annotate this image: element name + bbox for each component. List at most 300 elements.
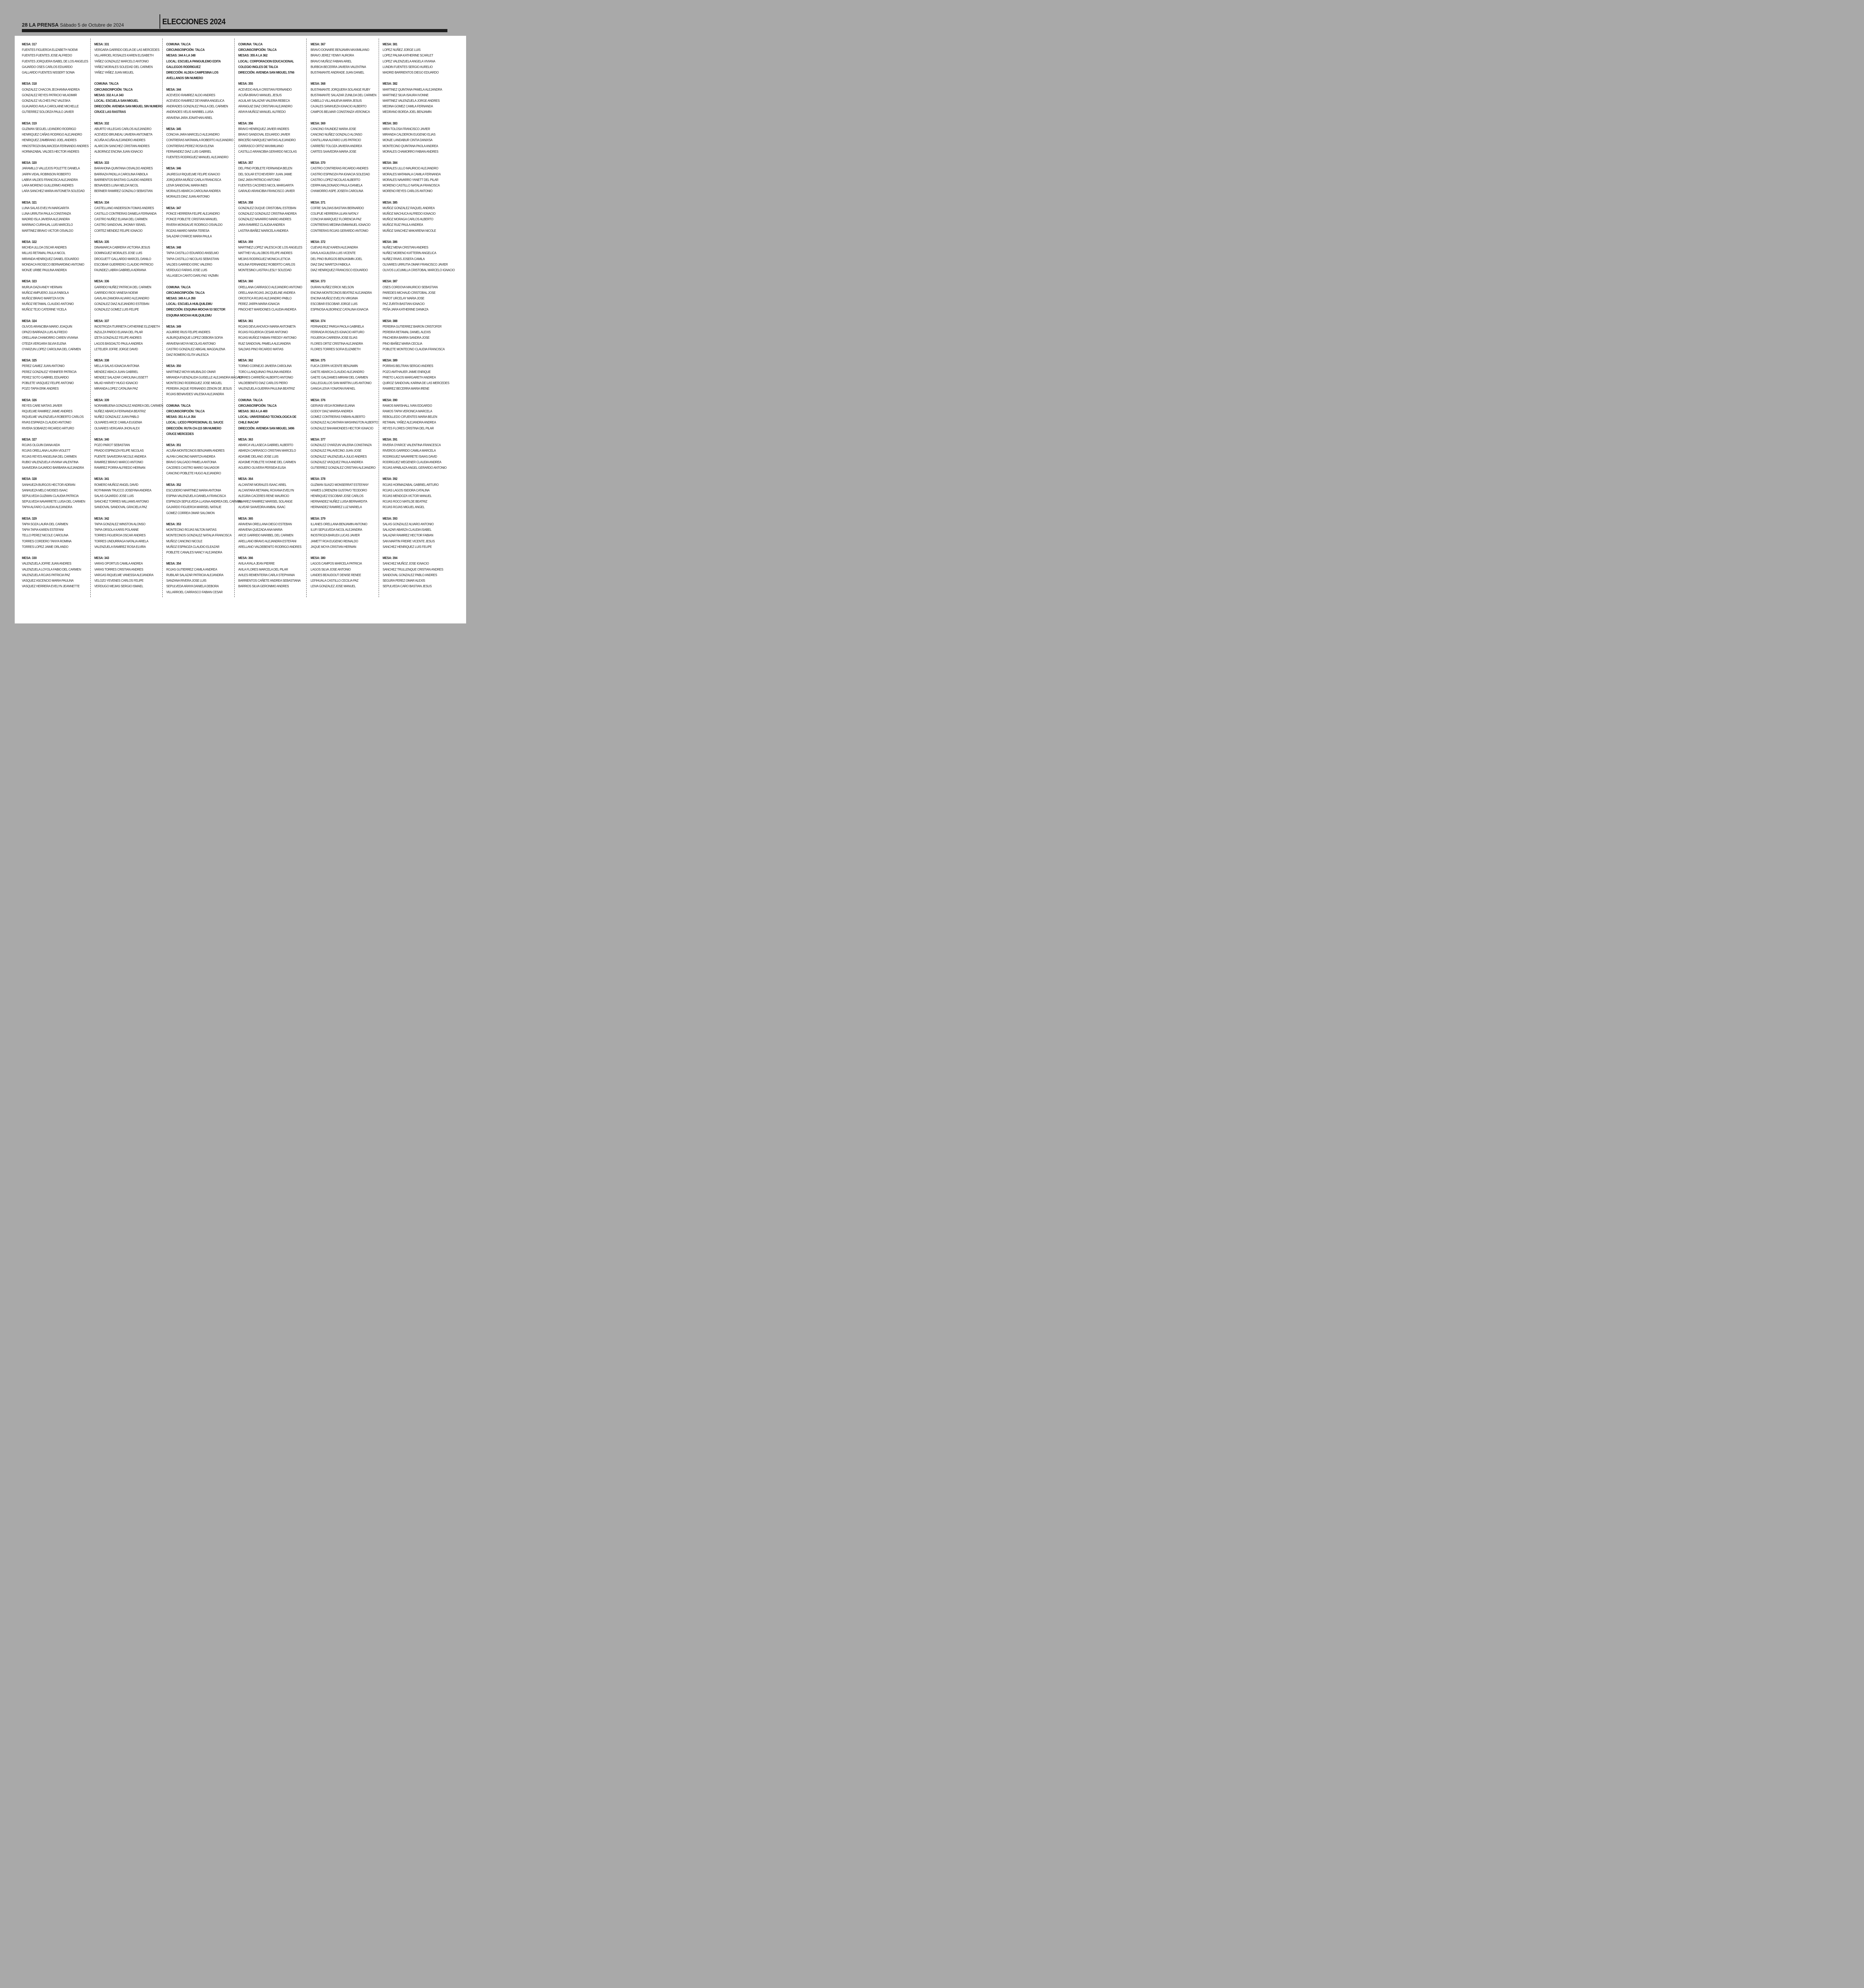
mesa-label: MESA: 330 (22, 556, 37, 560)
member-name: MOLINA FERNANDEZ ROBERTO CARLOS (238, 262, 295, 266)
member-name: MARINAO CURIHUAL LUIS MARCELO (22, 223, 73, 227)
polling-place-line: COMUNA: TALCA (238, 42, 263, 46)
member-name: GONZALEZ GONZALEZ CRISTINA ANDREA (238, 212, 297, 216)
mesa-block (383, 516, 451, 549)
member-name: SANDOVAL GONZALEZ PABLO ANDRES (383, 573, 437, 577)
member-name: MENDEZ SALAZAR CAROLINA LISSETT (94, 375, 148, 379)
member-name: GONZALEZ REYES PATRICIO WLADIMIR (22, 93, 77, 97)
member-name: VILLARROEL CARRASCO FABIAN CESAR (166, 590, 223, 594)
member-name: TAPIA SOZA LAURA DEL CARMEN (22, 522, 68, 526)
member-name: ABARZA CARRASCO CRISTIAN MARCELO (238, 448, 296, 453)
member-name: JORQUERA MUÑOZ CARLA FRANCISCA (166, 177, 221, 182)
member-name: GALLARDO FUENTES NISSERT SONIA (22, 70, 75, 75)
mesa-label: MESA: 341 (94, 477, 109, 481)
member-name: RAMIREZ BECERRA MARIA IRENE (383, 386, 430, 391)
mesa-label: MESA: 379 (311, 516, 326, 520)
mesa-label: MESA: 350 (166, 364, 181, 368)
mesa-block (94, 516, 163, 549)
mesa-label: MESA: 338 (94, 358, 109, 363)
mesa-block (383, 239, 455, 273)
member-name: RUBIO VALENZUELA VIVIANA VALENTINA (22, 460, 79, 464)
member-name: OROSTICA ROJAS ALEJANDRO PABLO (238, 296, 292, 301)
member-name: GUZMAN SEGUEL LEANDRO RODRIGO (22, 127, 76, 131)
mesa-block (94, 437, 163, 470)
polling-place-header (238, 41, 307, 75)
member-name: SANCHEZ MUÑOZ JOSE IGNACIO (383, 561, 429, 566)
mesa-block (383, 120, 451, 154)
mesa-label: MESA: 322 (22, 240, 37, 244)
mesa-block (311, 200, 379, 233)
member-name: CANCINO POBLETE HUGO ALEJANDRO (166, 471, 221, 476)
mesa-label: MESA: 323 (22, 279, 37, 283)
member-name: MENDEZ ABACA JUAN GABRIEL (94, 369, 138, 374)
member-name: MUÑOZ AMPUERO JULIA FABIOLA (22, 290, 69, 295)
member-name: VERGARA GARRIDO DELIA DE LAS MERCEDES (94, 48, 159, 52)
mesa-label: MESA: 327 (22, 437, 37, 442)
polling-place-line: COMUNA: TALCA (94, 82, 119, 86)
member-name: CONTRERAS PEREZ ROSA ELENA (166, 144, 214, 148)
member-name: CASTILLO CONTRERAS DANIELA FERNANDA (94, 212, 157, 216)
member-name: ALFAN CANCINO MARITZA ANDREA (166, 454, 216, 458)
member-name: MADRID ISLA JAVIERA ALEJANDRA (22, 217, 70, 221)
mesa-label: MESA: 339 (94, 398, 109, 402)
member-name: NORAMBUENA GONZALEZ ANDREA DEL CARMEN (94, 403, 163, 408)
member-name: MORALES LILLO MAURICIO ALEJANDRO (383, 166, 438, 171)
member-name: DIAZ HENRIQUEZ FRANCISCO EDUARDO (311, 268, 368, 272)
member-name: VARAS OPORTUS CAMILA ANDREA (94, 561, 143, 566)
member-name: MORALES ABARCA CAROLINA ANDREA (166, 189, 221, 193)
mesa-block (311, 318, 379, 352)
mesa-label: MESA: 353 (166, 522, 181, 526)
member-name: RETAMAL YAÑEZ ALEJANDRA ANDREA (383, 420, 436, 425)
mesa-label: MESA: 317 (22, 42, 37, 46)
member-name: POZO AMTHAUER JAIME ENRIQUE (383, 369, 431, 374)
member-name: PONCE HERRERA FELIPE ALEJANDRO (166, 212, 220, 216)
member-name: RIQUELME RAMIREZ JAIME ANDRES (22, 409, 73, 414)
member-name: LANDES BEAUDOUT DENISE RENEE (311, 573, 361, 577)
member-name: MONTECINO RODRIGUEZ JOSE MIGUEL (166, 381, 222, 385)
member-name: BURBOA BECERRA JAVIERA VALENTINA (311, 64, 366, 69)
mesa-block (238, 278, 307, 312)
member-name: CONTRERAS ROJAS GERARDO ANTONIO (311, 228, 368, 233)
member-name: INOSTROZA BARUDI LUCAS JAVIER (311, 533, 360, 538)
member-name: MARTINEZ VALENZUELA JORGE ANDRES (383, 99, 440, 103)
member-name: MONDACA RIOSECO BERNARDINO ANTONIO (22, 262, 84, 266)
member-name: HERNANDEZ RAMIREZ LUZ MARIELA (311, 505, 362, 509)
mesa-label: MESA: 337 (94, 318, 109, 323)
member-name: MONJE URIBE PAULINA ANDREA (22, 268, 67, 272)
member-name: MIRA TOLOSA FRANCISCO JAVIER (383, 127, 430, 131)
member-name: REYES FLORES CRISTINA DEL PILAR (383, 426, 434, 430)
member-name: ROMERO MUÑOZ ANGEL DAVID (94, 482, 138, 487)
page-number: 28 (22, 22, 28, 28)
mesa-label: MESA: 344 (166, 87, 181, 91)
member-name: MONTECINO QUINTANA PAOLA ANDREA (383, 144, 438, 148)
member-name: MORALES DIAZ JUAN ANTONIO (166, 194, 210, 199)
member-name: BRAVO MUÑOZ FABIAN ARIEL (311, 59, 352, 63)
member-name: ROJAS REYES ANGELINA DEL CARMEN (22, 454, 77, 458)
polling-place-line: CIRCUNSCRIPCIÓN: TALCA (94, 87, 133, 91)
mesa-label: MESA: 355 (238, 82, 253, 86)
polling-place-line: COMUNA: TALCA (166, 42, 191, 46)
polling-place-header (94, 81, 163, 115)
member-name: BUSTAMANTE JORQUERA SOLANGE RUBY (311, 87, 371, 91)
member-name: GONZALEZ OYARZUN VALERIA CONSTANZA (311, 443, 372, 447)
member-name: ANDRADES VELIS MARIBEL LUISA (166, 110, 214, 114)
member-name: VARGAS RIQUELME VANESSA ALEJANDRA (94, 573, 154, 577)
member-name: ACUÑA ACUÑA ALEJANDRO ANDRES (94, 138, 146, 142)
polling-place-line: ESQUINA MOCHA HUILQUILEMU (166, 313, 212, 317)
member-name: CUEVAS RUIZ KAREN ALEJANDRA (311, 245, 358, 250)
member-name: GONZALEZ NAVARRO MARIO ANDRES (238, 217, 292, 221)
mesa-label: MESA: 364 (238, 477, 253, 481)
mesa-block (311, 81, 379, 115)
mesa-block (94, 200, 163, 233)
mesa-label: MESA: 366 (238, 556, 253, 560)
mesa-label: MESA: 319 (22, 121, 37, 125)
member-name: COFRE SALDIAS BASTIAN BERNARDO (311, 206, 364, 210)
member-name: CANCINO FAUNDEZ MARIA JOSE (311, 127, 356, 131)
member-name: LOPEZ NUÑEZ JORGE LUIS (383, 48, 421, 52)
member-name: CAMPOS BELMAR CONSTANZA VERONICA (311, 110, 370, 114)
member-name: FUENTES FUENTES JOSE ALFREDO (22, 53, 72, 58)
mesa-block (311, 357, 379, 391)
mesa-block (383, 397, 451, 431)
member-name: RUBILAR SALAZAR PATRICIA ALEJANDRA (166, 573, 224, 577)
mesa-label: MESA: 376 (311, 398, 326, 402)
mesa-label: MESA: 333 (94, 161, 109, 165)
member-name: RIVERA MONSALVE RODRIGO OSVALDO (166, 223, 223, 227)
mesa-label: MESA: 392 (383, 477, 398, 481)
member-name: TAPIA TAPIA KAREN ESTEFANI (22, 528, 64, 532)
member-name: DEL PINO POBLETE FERNANDA BELEN (238, 166, 292, 171)
member-name: MORALES CHAMORRO FABIAN ANDRES (383, 149, 439, 153)
mesa-block (22, 476, 90, 510)
member-name: GAETE ABARCA CLAUDIO ALEJANDRO (311, 369, 364, 374)
member-name: MARTINEZ MOYA WILIBALDO OMAR (166, 369, 216, 374)
member-name: VARAS TORRES CRISTIAN ANDRES (94, 567, 144, 571)
member-name: HENRIQUEZ ZAMBRANO JOEL ANDRES (22, 138, 77, 142)
member-name: GANGA LEIVA YONATAN RAFAEL (311, 386, 356, 391)
member-name: SANCHEZ TORRES WILLIAMS ANTONIO (94, 499, 149, 504)
member-name: TAPIA ORSOLA KARIS POLANNE (94, 528, 139, 532)
mesa-block (383, 200, 451, 233)
mesa-block (383, 41, 451, 75)
member-name: PAREDES MICHAUD CRISTOBAL JOSE (383, 290, 436, 295)
mesa-label: MESA: 386 (383, 240, 398, 244)
member-name: GARRIDO RIOS VANESA NOEMI (94, 290, 138, 295)
mesa-label: MESA: 324 (22, 318, 37, 323)
member-name: RIQUELME VALENZUELA ROBERTO CARLOS (22, 415, 84, 419)
member-name: ORELLANA ROJAS JACQUELINE ANDREA (238, 290, 295, 295)
member-name: MUÑOZ MORAGA CARLOS ALBERTO (383, 217, 433, 221)
member-name: FUENTES CACERES NICOL MARGARITA (238, 183, 293, 188)
mesa-label: MESA: 382 (383, 82, 398, 86)
mesa-block (238, 357, 307, 391)
member-name: SALDIAS PINO RICARDO MATIAS (238, 347, 284, 351)
mesa-label: MESA: 361 (238, 318, 253, 323)
member-name: REBOLLEDO CIFUENTES MARIA BELEN (383, 415, 437, 419)
mesa-block (238, 160, 307, 194)
mesa-block (22, 41, 90, 75)
member-name: LARA MORENO GUILLERMO ANDRES (22, 183, 74, 188)
member-name: BRICEÑO MARQUEZ MATIAS ALEJANDRO (238, 138, 296, 142)
member-name: NUÑEZ MORENO KATTERIN ANGELICA (383, 251, 436, 255)
member-name: GERVASI VEGA ROMINA ELIANA (311, 403, 355, 408)
mesa-block (22, 239, 90, 273)
member-name: FLORES ORTIZ CRISTINA ALEJANDRA (311, 341, 363, 346)
mesa-label: MESA: 351 (166, 443, 181, 447)
member-name: INZULZA PARDO ELIANA DEL PILAR (94, 330, 143, 334)
polling-place-line: MESAS: 332 A LA 343 (94, 93, 124, 97)
mesa-block (166, 245, 235, 278)
member-name: CASTELLANO ANDERSON TOMAS ANDRES (94, 206, 154, 210)
member-name: ROJAS ROCO MATILDE BEATRIZ (383, 499, 428, 504)
member-name: DURAN NUÑEZ ERICK NELSON (311, 285, 354, 289)
member-name: NUÑEZ ABARCA FERNANDA BEATRIZ (94, 409, 146, 414)
member-name: VALENZUELA LOYOLA FABIO DEL CARMEN (22, 567, 81, 571)
member-name: ALARCON SANCHEZ CRISTIAN ANDRES (94, 144, 150, 148)
mesa-label: MESA: 388 (383, 318, 398, 323)
member-name: TORRES CORDERO TANYA ROMINA (22, 539, 72, 543)
member-name: LETELIER JOFRE JORGE DAVID (94, 347, 138, 351)
mesa-label: MESA: 334 (94, 200, 109, 204)
member-name: LEIVA SANDOVAL MARIA INES (166, 183, 207, 188)
member-name: LUNA URRUTIA PAULA CONSTANZA (22, 212, 71, 216)
member-name: ROJAS ROJAS MIGUEL ANGEL (383, 505, 425, 509)
member-name: ROJAS LAGOS ISIDORA CATALINA (383, 488, 430, 492)
member-name: MIRANDA CALDERON EUGENIO ELIAS (383, 132, 435, 137)
mesa-block (166, 324, 235, 357)
polling-place-line: CRUCE MERCEDES (166, 431, 194, 436)
polling-place-header (166, 41, 235, 81)
member-name: DROGUETT GALLARDO MARCEL DANILO (94, 256, 151, 261)
mesa-label: MESA: 384 (383, 161, 398, 165)
column-4 (238, 41, 307, 595)
mesa-label: MESA: 368 (311, 82, 326, 86)
member-name: ACUÑA BRAVO MANUEL JESUS (238, 93, 282, 97)
mesa-label: MESA: 331 (94, 42, 109, 46)
member-name: GUTIERREZ SOLORZA PAULO JAVIER (22, 110, 74, 114)
polling-place-line: CIRCUNSCRIPCIÓN: TALCA (166, 48, 205, 52)
column-divider (162, 39, 163, 597)
member-name: HENRIQUEZ ESCOBAR JOSE CARLOS (311, 494, 363, 498)
member-name: DEL PINO BURGOS BENJASMIN JOEL (311, 256, 362, 261)
member-name: GONZALEZ ALCANTARA WASHINGTON ALBERTO (311, 420, 378, 425)
mesa-block (166, 521, 235, 555)
mesa-label: MESA: 370 (311, 161, 326, 165)
mesa-block (22, 278, 90, 312)
member-name: AVILA AYALA JEAN PIERRE (238, 561, 275, 566)
member-name: GONZALEZ CHACON JEOHANNA ANDREA (22, 87, 80, 91)
member-name: VASQUEZ ASCENCIO MARIA PAULINA (22, 579, 74, 583)
member-name: ALEGRIA CACERES RENE MAURICIO (238, 494, 289, 498)
member-name: ARAVENA MOYA NICOLAS ANTONIO (166, 341, 216, 346)
mesa-block (94, 278, 163, 312)
mesa-label: MESA: 393 (383, 516, 398, 520)
member-name: MARTINEZ BRAVO VICTOR OSVALDO (22, 228, 74, 233)
member-name: MILLAS RETAMAL PAULA NICOL (22, 251, 66, 255)
member-name: GONZALEZ DUQUE CRISTOBAL ESTEBAN (238, 206, 296, 210)
polling-place-header (238, 397, 307, 431)
polling-place-line: CIRCUNSCRIPCIÓN: TALCA (166, 409, 205, 414)
mesa-block (383, 357, 451, 391)
member-name: IZETA GONZALEZ FELIPE ANDRES (94, 336, 142, 340)
mesa-label: MESA: 372 (311, 240, 326, 244)
mesa-block (311, 555, 379, 589)
mesa-block (383, 555, 451, 589)
mesa-label: MESA: 335 (94, 240, 109, 244)
member-name: BRAVO JEREZ YENNY AURORA (311, 53, 354, 58)
member-name: SEPULVEDA NAVARRETE LUISA DEL CARMEN (22, 499, 86, 504)
polling-place-line: CIRCUNSCRIPCIÓN: TALCA (166, 290, 205, 295)
member-name: ALVAREZ RAMIREZ MARISEL SOLANGE (238, 499, 293, 504)
member-name: BARAHONA QUINTANA OSVALDO ANDRES (94, 166, 153, 171)
mesa-block (166, 165, 235, 199)
member-name: ROJAS MUÑOZ FABIAN FREDDY ANTONIO (238, 336, 297, 340)
paper-name: LA PRENSA (29, 22, 59, 28)
member-name: SAAVEDRA GAJARDO BARBARA ALEJANDRA (22, 466, 84, 470)
member-name: RAMIREZ BRAVO MARCO ANTONIO (94, 460, 143, 464)
member-name: PINO IBAÑEZ MARIA CECILIA (383, 341, 422, 346)
column-6 (383, 41, 455, 595)
polling-place-line: LOCAL: LICEO PROFESIONAL EL SAUCE (166, 420, 224, 425)
member-name: BARRIENTOS BASTIAS CLAUDIO ANDRES (94, 177, 152, 182)
member-name: CARRASCO ORTIZ MAXIMILIANO (238, 144, 284, 148)
mesa-label: MESA: 345 (166, 127, 181, 131)
member-name: VERDUGO FARIAS JOSE LUIS (166, 268, 207, 272)
member-name: ARAYA MUÑOZ MANUEL ALFREDO (238, 110, 286, 114)
member-name: BARRIOS SILVA GERONIMO ANDRES (238, 584, 289, 588)
member-name: GONZALEZ PALAVECINO JUAN JOSE (311, 448, 362, 453)
member-name: OLIVARES ARCE CAMILA EUGENIA (94, 420, 142, 425)
mesa-label: MESA: 383 (383, 121, 398, 125)
member-name: MEDINA GOMEZ CAMILA FERNANDA (383, 104, 433, 109)
member-name: BRAVO SANDOVAL EDUARDO JAVIER (238, 132, 290, 137)
member-name: MADRID BARRIENTOS DIEGO EDUARDO (383, 70, 439, 75)
member-name: MATTHEI VILLALOBOS FELIPE ANDRES (238, 251, 292, 255)
mesa-label: MESA: 359 (238, 240, 253, 244)
column-divider (90, 39, 91, 597)
member-name: QUIROZ SANDOVAL KARINA DE LAS MERCEDES (383, 381, 449, 385)
member-name: ESPINOZA SEPULVEDA LLASNA ANDREA DEL CARMEN (166, 499, 242, 504)
member-name: DOMINGUEZ MORALES JOSE LUIS (94, 251, 142, 255)
member-name: ARELLANO BRAVO ALEJANDRA ESTEFANI (238, 539, 296, 543)
mesa-block (311, 160, 379, 194)
member-name: PEREZ GONZALEZ YENNIFER PATRICIA (22, 369, 77, 374)
member-name: CONTRERAS MEDINA EMMANUEL IGNACIO (311, 223, 371, 227)
mesa-block (311, 41, 379, 75)
member-name: PEREIRA RETAMAL DANIEL ALEXIS (383, 330, 431, 334)
member-name: ILLANES ORELLANA BENJAMIN ANTONIO (311, 522, 367, 526)
member-name: BRAVO SALGADO PAMELA ANTONIA (166, 460, 216, 464)
polling-place-line: MESAS: 349 A LA 350 (166, 296, 196, 301)
polling-place-line: CHILE INACAP (238, 420, 259, 425)
member-name: LABRA VALDES FRANCISCA ALEJANDRA (22, 177, 78, 182)
member-name: OSES CORDOVA MAURICIO SEBASTIAN (383, 285, 438, 289)
polling-place-line: MESAS: 344 A LA 348 (166, 53, 196, 58)
member-name: GARRIDO NUÑEZ PATRICIA DEL CARMEN (94, 285, 152, 289)
member-name: GAVILAN ZAMORA ALVARO ALEJANDRO (94, 296, 150, 301)
polling-place-line: MESAS: 355 A LA 362 (238, 53, 268, 58)
member-name: OLIVOS LUCUMILLA CRISTOBAL MARCELO IGNACIO (383, 268, 455, 272)
member-name: ACUÑA MONTECINOS BENJAMIN ANDRES (166, 448, 225, 453)
member-name: TAPIA ALFARO CLAUDIA ALEJANDRA (22, 505, 72, 509)
member-name: RUIZ SANDOVAL PAMELA ALEJANDRA (238, 341, 291, 346)
mesa-block (166, 442, 235, 476)
member-name: GAJARDO OSES CARLOS EDUARDO (22, 64, 73, 69)
member-name: MARTINEZ SILVA ISAURA IVONNE (383, 93, 429, 97)
member-name: GONZALEZ VALENZUELA JULIO ANDRES (311, 454, 367, 458)
member-name: HENRIQUEZ CAÑAS RODRIGO ALEJANDRO (22, 132, 82, 137)
member-name: MIRANDA HENRIQUEZ DANIEL EDUARDO (22, 256, 79, 261)
member-name: MONTECINOS GONZALEZ NATALIA FRANCISCA (166, 533, 232, 538)
member-name: MUÑOZ MACHUCA ALFREDO IGNACIO (383, 212, 436, 216)
mesa-label: MESA: 357 (238, 161, 253, 165)
polling-place-line: COLEGIO INGLES DE TALCA (238, 64, 278, 69)
mesa-block (166, 363, 243, 397)
member-name: MIRANDA LOPEZ CATALINA PAZ (94, 386, 138, 391)
member-name: TORMO CORNEJO JAVIERA CAROLINA (238, 364, 292, 368)
mesa-block (311, 120, 379, 154)
member-name: ROJAS BENAVIDES VALESKA ALEJANDRA (166, 392, 224, 396)
member-name: ENCINA MUÑOZ EVELYN VIRGINIA (311, 296, 358, 301)
column-1 (22, 41, 90, 595)
member-name: GOMEZ CONTRERAS FABIAN ALBERTO (311, 415, 365, 419)
member-name: POZO TAPIA ERIK ANDRES (22, 386, 59, 391)
member-name: GALLEGUILLOS SAN MARTIN LUIS ANTONIO (311, 381, 371, 385)
member-name: GOMEZ CORREA OMAR SALOMON (166, 511, 215, 515)
polling-place-line: MESAS: 363 A LA 400 (238, 409, 268, 414)
mesa-block (238, 318, 307, 352)
member-name: BRAVO HENRIQUEZ JAVIER ANDRES (238, 127, 289, 131)
member-name: AVILES REMENTERIA CARLA STEPHANIA (238, 573, 295, 577)
member-name: CASTRO LOPEZ NICOLAS ALBERTO (311, 177, 360, 182)
member-name: GARAUD ARANCIBIA FRANCISCO JAVIER (238, 189, 295, 193)
member-name: SANZANA RIVERA JOSE LUIS (166, 579, 206, 583)
mesa-label: MESA: 389 (383, 358, 398, 363)
member-name: TORRES FIGUEROA OSCAR ANDRES (94, 533, 146, 538)
mesa-block (94, 476, 163, 510)
member-name: GONZALEZ VILCHES PAZ VALESKA (22, 99, 70, 103)
mesa-label: MESA: 371 (311, 200, 326, 204)
member-name: ROZAS AMARO MARIA TERESA (166, 228, 210, 233)
member-name: GONZALEZ BAHAMONDES HECTOR IGNACIO (311, 426, 373, 430)
member-name: SANCHEZ HENRIQUEZ LUIS FELIPE (383, 544, 432, 549)
mesa-block (383, 318, 451, 352)
member-name: FUENTES RODRIGUEZ MANUEL ALEJANDRO (166, 155, 229, 159)
member-name: MORALES MATAMALA CAMILA FERNANDA (383, 172, 441, 176)
member-name: CORTEZ MENDEZ FELIPE IGNACIO (94, 228, 143, 233)
member-name: VALDES GARRIDO ERIC VALERIO (166, 262, 212, 266)
mesa-label: MESA: 352 (166, 482, 181, 487)
member-name: BARRAZA PADILLA CAROLINA FABIOLA (94, 172, 148, 176)
polling-place-line: GALLEGOS RODRIGUEZ (166, 64, 201, 69)
member-name: MICHEA ULLOA OSCAR ANDRES (22, 245, 67, 250)
member-name: GONZALEZ VASQUEZ PAULA ANDREA (311, 460, 363, 464)
member-name: SANDOVAL SANDOVAL GRACIELA PAZ (94, 505, 147, 509)
member-name: CANTILLANA ALFARO LUIS PATRICIO (311, 138, 361, 142)
member-name: NUÑEZ MENA CRISTIAN ANDRES (383, 245, 428, 250)
member-name: ROJAS OLGUIN DIANA AIDA (22, 443, 60, 447)
issue-date: Sábado 5 de Octubre de 2024 (60, 22, 124, 28)
member-name: MUÑOZ RETAMAL CLAUDIO ANTONIO (22, 302, 74, 306)
member-name: VELOZO YEVENES CARLOS FELIPE (94, 579, 144, 583)
member-name: DIAZ DIAZ MARITZA FABIOLA (311, 262, 350, 266)
member-name: ADASME POBLETE IVONNE DEL CARMEN (238, 460, 296, 464)
member-name: ACEVEDO BRUNEAU JAVIERA ANTONIETA (94, 132, 153, 137)
member-name: TAPIA CASTILLO EDUARDO ANSELMO (166, 251, 219, 255)
